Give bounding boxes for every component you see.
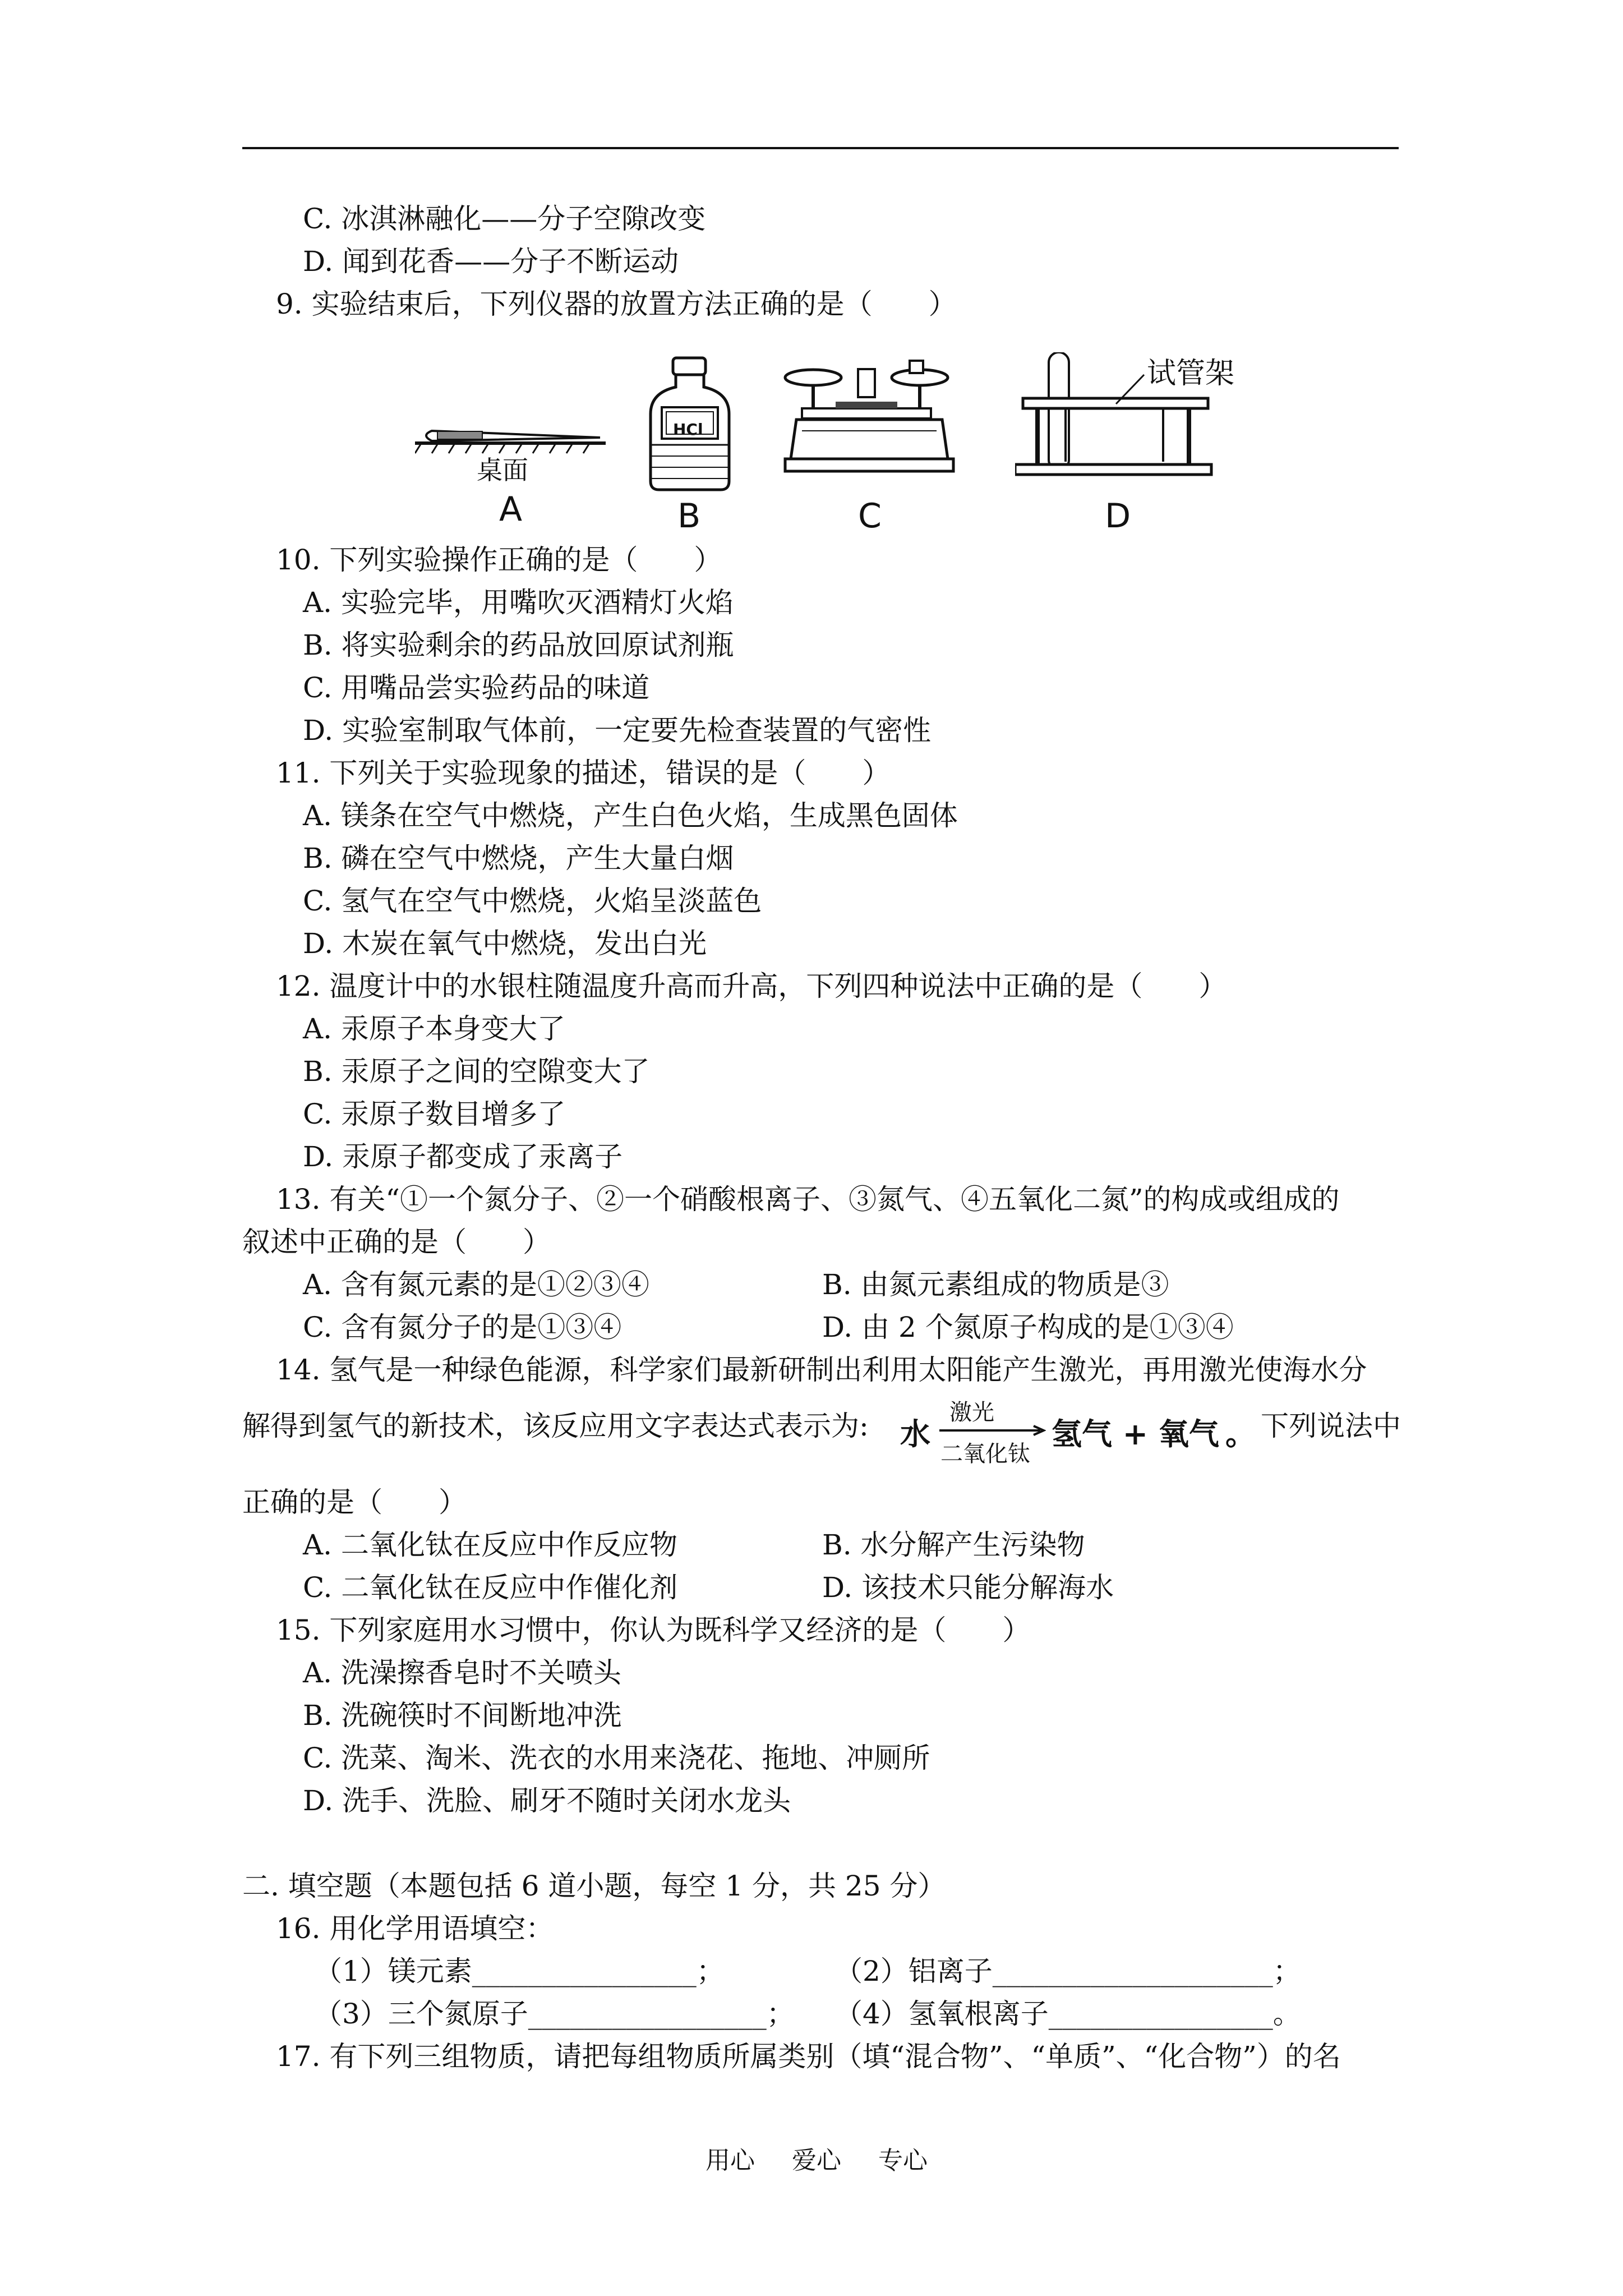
q12-option-a: A. 汞原子本身变大了 — [303, 1013, 565, 1045]
q8-option-d: D. 闻到花香——分子不断运动 — [303, 245, 679, 278]
q16-blank-4: （4）氢氧根离子________________。 — [834, 1998, 1301, 2030]
footer-text-3: 专心 — [878, 2146, 928, 2175]
q11-option-d: D. 木炭在氧气中燃烧，发出白光 — [303, 927, 707, 960]
question-13-continued: 叙述中正确的是（ ） — [242, 1226, 551, 1258]
question-16: 16. 用化学用语填空： — [276, 1912, 554, 1945]
q8-option-c: C. 冰淇淋融化——分子空隙改变 — [303, 203, 706, 235]
q10-option-a: A. 实验完毕，用嘴吹灭酒精灯火焰 — [303, 586, 734, 619]
q13-option-c: C. 含有氮分子的是①③④ — [303, 1311, 622, 1343]
q14-option-a: A. 二氧化钛在反应中作反应物 — [303, 1529, 677, 1561]
figure-a — [415, 352, 617, 529]
figure-b-label: B — [677, 496, 701, 536]
question-11: 11. 下列关于实验现象的描述，错误的是（ ） — [276, 757, 891, 789]
question-15: 15. 下列家庭用水习惯中，你认为既科学又经济的是（ ） — [276, 1614, 1031, 1646]
figure-d-label: D — [1105, 496, 1131, 536]
question-9-figures — [393, 352, 1245, 543]
header-rule — [242, 147, 1399, 149]
question-17: 17. 有下列三组物质，请把每组物质所属类别（填“混合物”、“单质”、“化合物”）的名 — [276, 2040, 1341, 2073]
q16-blank-2: （2）铝离子____________________； — [834, 1955, 1301, 1987]
q16-blank-1: （1）镁元素________________； — [314, 1955, 725, 1987]
q14-option-c: C. 二氧化钛在反应中作催化剂 — [303, 1571, 678, 1604]
q11-option-b: B. 磷在空气中燃烧，产生大量白烟 — [303, 842, 734, 875]
figure-c-label: C — [858, 496, 882, 536]
equation-period: 。 — [1225, 1416, 1256, 1452]
question-13: 13. 有关“①一个氮分子、②一个硝酸根离子、③氮气、④五氧化二氮”的构成或组成的 — [276, 1183, 1340, 1216]
question-14-tail: 下列说法中 — [1261, 1410, 1401, 1442]
q11-option-a: A. 镁条在空气中燃烧，产生白色火焰，生成黑色固体 — [303, 799, 958, 832]
rack-label: 试管架 — [1147, 357, 1235, 390]
q13-option-d: D. 由 2 个氮原子构成的是①③④ — [822, 1311, 1234, 1343]
q11-option-c: C. 氢气在空气中燃烧，火焰呈淡蓝色 — [303, 885, 762, 917]
q12-option-b: B. 汞原子之间的空隙变大了 — [303, 1055, 650, 1088]
q12-option-c: C. 汞原子数目增多了 — [303, 1098, 566, 1130]
table-label: 桌面 — [477, 455, 528, 485]
q12-option-d: D. 汞原子都变成了汞离子 — [303, 1140, 623, 1173]
section-2-heading: 二. 填空题（本题包括 6 道小题，每空 1 分，共 25 分） — [242, 1870, 946, 1902]
figure-c — [780, 352, 959, 536]
equation-condition-top: 激光 — [949, 1400, 994, 1425]
question-14-continued: 解得到氢气的新技术，该反应用文字表达式表示为: — [242, 1410, 869, 1442]
equation-reactant: 水 — [900, 1416, 930, 1452]
question-10: 10. 下列实验操作正确的是（ ） — [276, 544, 722, 576]
equation-products: 氢气 + 氧气 — [1052, 1416, 1219, 1452]
question-14-continued-2: 正确的是（ ） — [242, 1486, 467, 1519]
q13-option-b: B. 由氮元素组成的物质是③ — [822, 1268, 1169, 1301]
footer-text-1: 用心 — [706, 2146, 755, 2175]
equation-condition-bottom: 二氧化钛 — [940, 1441, 1030, 1467]
question-14: 14. 氢气是一种绿色能源，科学家们最新研制出利用太阳能产生激光，再用激光使海水分 — [276, 1354, 1367, 1386]
q15-option-a: A. 洗澡擦香皂时不关喷头 — [303, 1657, 621, 1689]
balance-icon — [780, 352, 959, 493]
q15-option-b: B. 洗碗筷时不间断地冲洗 — [303, 1699, 622, 1732]
q10-option-c: C. 用嘴品尝实验药品的味道 — [303, 671, 650, 704]
q15-option-c: C. 洗菜、淘米、洗衣的水用来浇花、拖地、冲厕所 — [303, 1742, 930, 1774]
q10-option-b: B. 将实验剩余的药品放回原试剂瓶 — [303, 629, 734, 661]
figure-a-label: A — [499, 490, 523, 529]
question-9: 9. 实验结束后，下列仪器的放置方法正确的是（ ） — [276, 288, 957, 320]
reaction-arrow-icon — [939, 1425, 1046, 1436]
q15-option-d: D. 洗手、洗脸、刷牙不随时关闭水龙头 — [303, 1784, 791, 1817]
q10-option-d: D. 实验室制取气体前，一定要先检查装置的气密性 — [303, 714, 932, 747]
q14-option-b: B. 水分解产生污染物 — [822, 1529, 1085, 1561]
figure-b — [639, 352, 740, 536]
bottle-label-text: HCl — [673, 420, 703, 439]
q14-option-d: D. 该技术只能分解海水 — [822, 1571, 1114, 1604]
figure-d — [1015, 352, 1239, 536]
footer-text-2: 爱心 — [792, 2146, 841, 2175]
question-12: 12. 温度计中的水银柱随温度升高而升高，下列四种说法中正确的是（ ） — [276, 970, 1227, 1002]
q13-option-a: A. 含有氮元素的是①②③④ — [303, 1268, 649, 1301]
q16-blank-3: （3）三个氮原子_________________； — [314, 1998, 795, 2030]
